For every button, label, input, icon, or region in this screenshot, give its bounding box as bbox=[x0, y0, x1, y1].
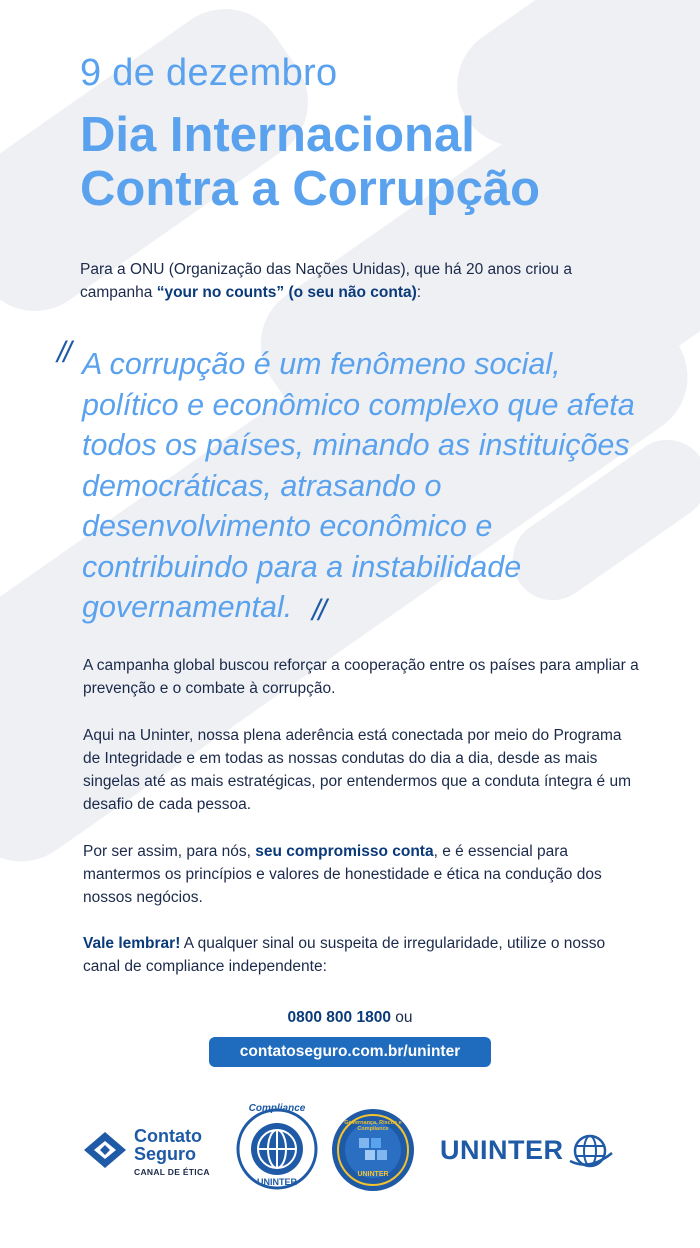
compliance-link-button[interactable]: contatoseguro.com.br/uninter bbox=[209, 1037, 491, 1067]
p3-bold: seu compromisso conta bbox=[255, 843, 434, 860]
contato-seguro-name-1: Contato bbox=[134, 1126, 202, 1146]
quote-open-mark: // bbox=[57, 336, 70, 369]
onu-quote: A corrupção é um fenômeno social, político e econômico complexo que afeta todos os países, minando as instituições democráticas, atrasando o desenvolvimento econômico e contribuindo para a instabilidade governamental. bbox=[82, 347, 635, 624]
uninter-logo bbox=[440, 1131, 615, 1171]
phone-number[interactable]: 0800 800 1800 bbox=[287, 1009, 391, 1026]
governance-badge-bottom: UNINTER bbox=[357, 1171, 389, 1178]
contato-seguro-tagline: CANAL DE ÉTICA bbox=[134, 1167, 210, 1177]
paragraph-campaign: A campanha global buscou reforçar a cooperação entre os países para ampliar a prevenção e o combate à corrupção. bbox=[83, 657, 639, 697]
campaign-name: “your no counts” (o seu não conta) bbox=[156, 284, 417, 301]
p3-text: Por ser assim, para nós, bbox=[83, 843, 256, 860]
page-title bbox=[80, 108, 540, 216]
phone-connector: ou bbox=[390, 1009, 413, 1026]
title-line-2: Contra a Corrupção bbox=[80, 162, 541, 216]
p3-text-after: , e é essencial para mantermos os princípios e valores de honestidade e ética na condução dos nossos negócios. bbox=[83, 843, 602, 906]
globe-icon bbox=[568, 1131, 614, 1171]
event-date: 9 de dezembro bbox=[80, 52, 338, 94]
quote-close-mark: // bbox=[312, 594, 325, 627]
reminder-bold: Vale lembrar! bbox=[83, 935, 181, 952]
compliance-badge bbox=[233, 1103, 321, 1191]
contato-seguro-logo bbox=[82, 1126, 222, 1176]
reminder-text: A qualquer sinal ou suspeita de irregularidade, utilize o nosso canal de compliance independente: bbox=[83, 935, 606, 975]
contato-seguro-icon bbox=[82, 1130, 128, 1170]
paragraph-uninter: Aqui na Uninter, nossa plena aderência está conectada por meio do Programa de Integridade e em todas as nossas condutas do dia a dia, desde as mais singelas até as mais estratégicas, por entendermos que a conduta íntegra é um desafio de cada pessoa. bbox=[83, 727, 631, 813]
paragraph-commitment bbox=[83, 840, 643, 909]
governance-badge-top: Governança, Riscos e Compliance bbox=[344, 1120, 402, 1132]
title-line-1: Dia Internacional bbox=[80, 108, 475, 162]
paragraph-reminder bbox=[83, 932, 643, 978]
phone-line bbox=[0, 1009, 700, 1027]
governance-badge bbox=[331, 1108, 415, 1192]
compliance-badge-bottom: UNINTER bbox=[257, 1177, 297, 1187]
intro-paragraph bbox=[80, 258, 640, 304]
intro-text: Para a ONU (Organização das Nações Unidas), que há 20 anos criou a campanha bbox=[80, 261, 572, 301]
intro-colon: : bbox=[416, 284, 422, 301]
contato-seguro-name-2: Seguro bbox=[134, 1144, 197, 1164]
compliance-badge-top: Compliance bbox=[248, 1103, 306, 1114]
uninter-wordmark: UNINTER bbox=[440, 1135, 564, 1165]
